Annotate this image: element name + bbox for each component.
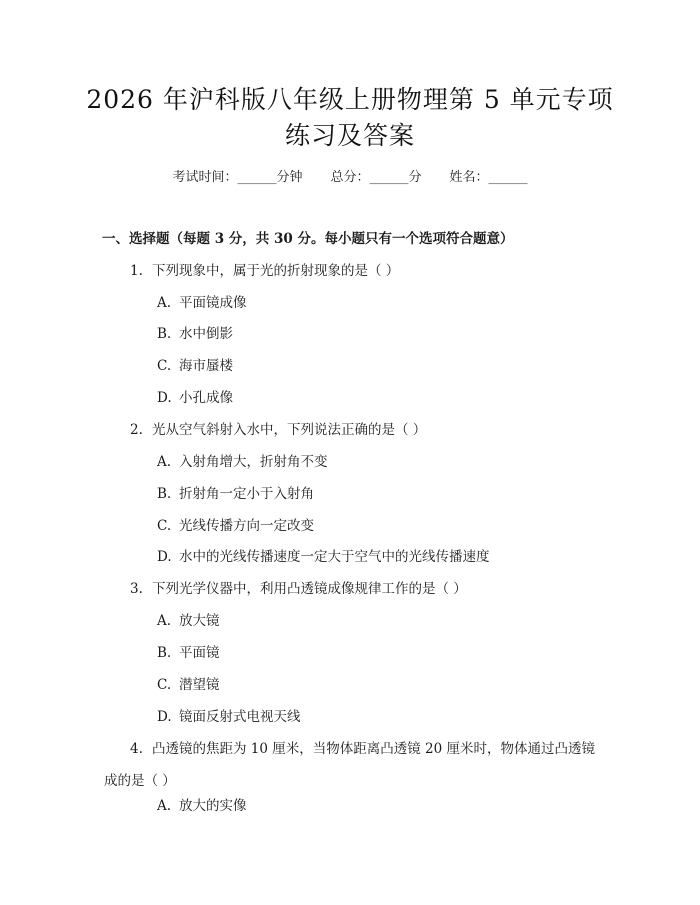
option-text: 小孔成像 — [179, 390, 233, 406]
option-text: 平面镜成像 — [179, 295, 247, 311]
question-1-option-a — [157, 293, 247, 313]
option-letter: D. — [157, 709, 172, 725]
option-letter: A. — [157, 295, 172, 311]
question-3 — [130, 579, 467, 599]
page-title-line-2: 练习及答案 — [284, 121, 415, 150]
option-letter: D. — [157, 390, 172, 406]
name-field: 姓名：______ — [449, 170, 528, 185]
option-text: 放大镜 — [179, 613, 220, 629]
question-number: 1. — [130, 263, 143, 279]
question-2-option-d — [157, 547, 490, 567]
question-3-option-c — [157, 675, 220, 695]
option-text: 入射角增大，折射角不变 — [179, 454, 328, 470]
question-1-option-c — [157, 356, 233, 376]
exam-time-field: 考试时间：______分钟 — [172, 170, 303, 185]
page-title-line-1: 2026 年沪科版八年级上册物理第 5 单元专项 — [86, 85, 614, 114]
question-text: 下列光学仪器中，利用凸透镜成像规律工作的是（ ） — [152, 581, 467, 597]
question-4 — [104, 733, 604, 797]
option-letter: C. — [157, 358, 172, 374]
question-text: 光从空气斜射入水中，下列说法正确的是（ ） — [152, 422, 427, 438]
question-1-option-b — [157, 324, 233, 344]
option-text: 水中倒影 — [179, 326, 233, 342]
option-text: 折射角一定小于入射角 — [179, 486, 314, 502]
exam-info — [0, 168, 700, 188]
option-letter: A. — [157, 798, 172, 814]
question-1-option-d — [157, 388, 233, 408]
option-text: 海市蜃楼 — [179, 358, 233, 374]
option-letter: B. — [157, 486, 172, 502]
question-text: 下列现象中，属于光的折射现象的是（ ） — [152, 263, 400, 279]
question-number: 3. — [130, 581, 143, 597]
question-2-option-a — [157, 452, 328, 472]
question-2-option-b — [157, 484, 314, 504]
question-number: 4. — [130, 741, 143, 757]
question-3-option-d — [157, 707, 301, 727]
option-text: 放大的实像 — [179, 798, 247, 814]
option-letter: C. — [157, 677, 172, 693]
option-text: 镜面反射式电视天线 — [179, 709, 301, 725]
question-1 — [130, 261, 399, 281]
question-3-option-a — [157, 611, 220, 631]
option-letter: C. — [157, 518, 172, 534]
question-2-option-c — [157, 516, 314, 536]
question-3-option-b — [157, 643, 220, 663]
option-text: 光线传播方向一定改变 — [179, 518, 314, 534]
option-letter: A. — [157, 454, 172, 470]
option-text: 水中的光线传播速度一定大于空气中的光线传播速度 — [179, 549, 490, 565]
section-heading: 一、选择题（每题 3 分，共 30 分。每小题只有一个选项符合题意） — [102, 231, 514, 247]
question-2 — [130, 420, 426, 440]
total-score-field: 总分：______分 — [330, 170, 422, 185]
question-text: 凸透镜的焦距为 10 厘米，当物体距离凸透镜 20 厘米时，物体通过凸透镜成的是（ ） — [104, 741, 596, 789]
option-letter: B. — [157, 645, 172, 661]
option-letter: D. — [157, 549, 172, 565]
option-letter: A. — [157, 613, 172, 629]
option-text: 潜望镜 — [179, 677, 220, 693]
question-4-option-a — [157, 796, 247, 816]
option-text: 平面镜 — [179, 645, 220, 661]
option-letter: B. — [157, 326, 172, 342]
question-number: 2. — [130, 422, 143, 438]
